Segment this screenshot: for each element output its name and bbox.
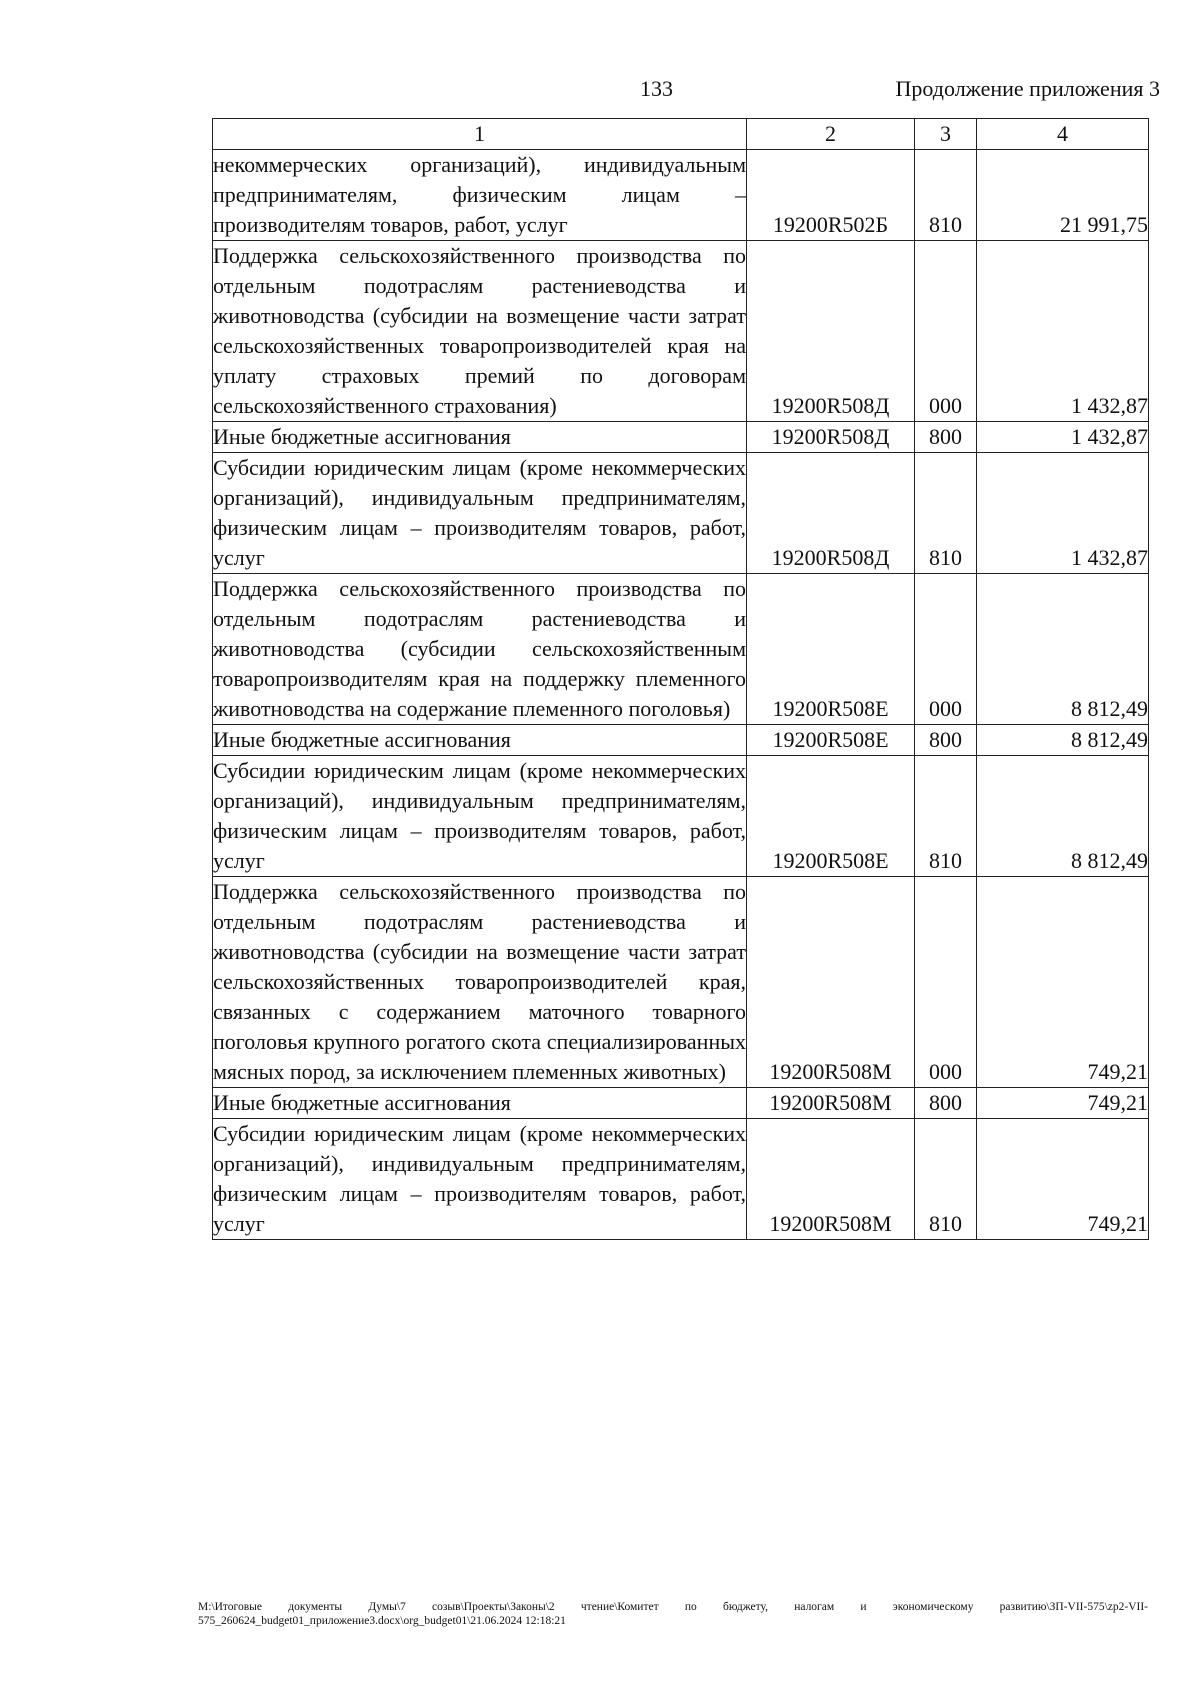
- header-row: [213, 119, 1149, 150]
- row-name: Поддержка сельскохозяйственного производства по отдельным подотраслям растениеводства и животноводства (субсидии сельскохозяйственным товаропроизводителям края на поддержку племенного животноводства на содержание племенного поголовья): [213, 574, 747, 725]
- row-code: 19200R508Д: [747, 241, 915, 422]
- row-code: 19200R508Д: [747, 422, 915, 453]
- table-row: [213, 877, 1149, 1088]
- table-row: [213, 756, 1149, 877]
- table-row: [213, 453, 1149, 574]
- table-row: [213, 1119, 1149, 1240]
- column-header-3: 3: [915, 119, 977, 150]
- row-type: 000: [915, 877, 977, 1088]
- table-row: [213, 422, 1149, 453]
- row-amount: 1 432,87: [977, 453, 1149, 574]
- row-type: 800: [915, 725, 977, 756]
- row-name: Иные бюджетные ассигнования: [213, 725, 747, 756]
- row-amount: 749,21: [977, 1088, 1149, 1119]
- row-amount: 8 812,49: [977, 725, 1149, 756]
- budget-table: [212, 118, 1149, 1240]
- row-name: Поддержка сельскохозяйственного производства по отдельным подотраслям растениеводства и животноводства (субсидии на возмещение части затрат сельскохозяйственных товаропроизводителей края на уплату страховых премий по договорам сельскохозяйственного страхования): [213, 241, 747, 422]
- row-amount: 1 432,87: [977, 422, 1149, 453]
- row-name: Субсидии юридическим лицам (кроме некоммерческих организаций), индивидуальным предпринимателям, физическим лицам – производителям товаров, работ, услуг: [213, 756, 747, 877]
- column-header-1: 1: [213, 119, 747, 150]
- column-header-4: 4: [977, 119, 1149, 150]
- row-type: 000: [915, 241, 977, 422]
- row-type: 810: [915, 453, 977, 574]
- row-code: 19200R508М: [747, 1088, 915, 1119]
- table-row: [213, 241, 1149, 422]
- row-name: Субсидии юридическим лицам (кроме некоммерческих организаций), индивидуальным предпринимателям, физическим лицам – производителям товаров, работ, услуг: [213, 1119, 747, 1240]
- table-row: [213, 1088, 1149, 1119]
- row-name: некоммерческих организаций), индивидуальным предпринимателям, физическим лицам – производителям товаров, работ, услуг: [213, 150, 747, 241]
- row-amount: 1 432,87: [977, 241, 1149, 422]
- table-row: [213, 574, 1149, 725]
- row-name: Иные бюджетные ассигнования: [213, 422, 747, 453]
- row-type: 800: [915, 1088, 977, 1119]
- row-code: 19200R508Д: [747, 453, 915, 574]
- document-path-footer: М:\Итоговые документы Думы\7 созыв\Проекты\Законы\2 чтение\Комитет по бюджету, налогам и экономическому развитию\ЗП-VII-575\zp2-VII-575_260624_budget01_приложение3.docx\org_budget01\21.06.2024 12:18:21: [198, 1601, 1148, 1627]
- row-name: Субсидии юридическим лицам (кроме некоммерческих организаций), индивидуальным предпринимателям, физическим лицам – производителям товаров, работ, услуг: [213, 453, 747, 574]
- row-amount: 749,21: [977, 877, 1149, 1088]
- row-amount: 8 812,49: [977, 756, 1149, 877]
- row-type: 810: [915, 150, 977, 241]
- row-name: Иные бюджетные ассигнования: [213, 1088, 747, 1119]
- row-type: 000: [915, 574, 977, 725]
- row-amount: 749,21: [977, 1119, 1149, 1240]
- row-type: 810: [915, 756, 977, 877]
- row-amount: 8 812,49: [977, 574, 1149, 725]
- row-code: 19200R508Е: [747, 756, 915, 877]
- row-code: 19200R508Е: [747, 574, 915, 725]
- row-amount: 21 991,75: [977, 150, 1149, 241]
- column-header-2: 2: [747, 119, 915, 150]
- row-type: 800: [915, 422, 977, 453]
- table-row: [213, 725, 1149, 756]
- row-code: 19200R508М: [747, 1119, 915, 1240]
- row-code: 19200R502Б: [747, 150, 915, 241]
- page-number: 133: [640, 76, 673, 101]
- row-type: 810: [915, 1119, 977, 1240]
- row-name: Поддержка сельскохозяйственного производства по отдельным подотраслям растениеводства и животноводства (субсидии на возмещение части затрат сельскохозяйственных товаропроизводителей края, связанных с содержанием маточного товарного поголовья крупного рогатого скота специализированных мясных пород, за исключением племенных животных): [213, 877, 747, 1088]
- row-code: 19200R508Е: [747, 725, 915, 756]
- row-code: 19200R508М: [747, 877, 915, 1088]
- table-row: [213, 150, 1149, 241]
- continuation-label: Продолжение приложения 3: [895, 76, 1160, 101]
